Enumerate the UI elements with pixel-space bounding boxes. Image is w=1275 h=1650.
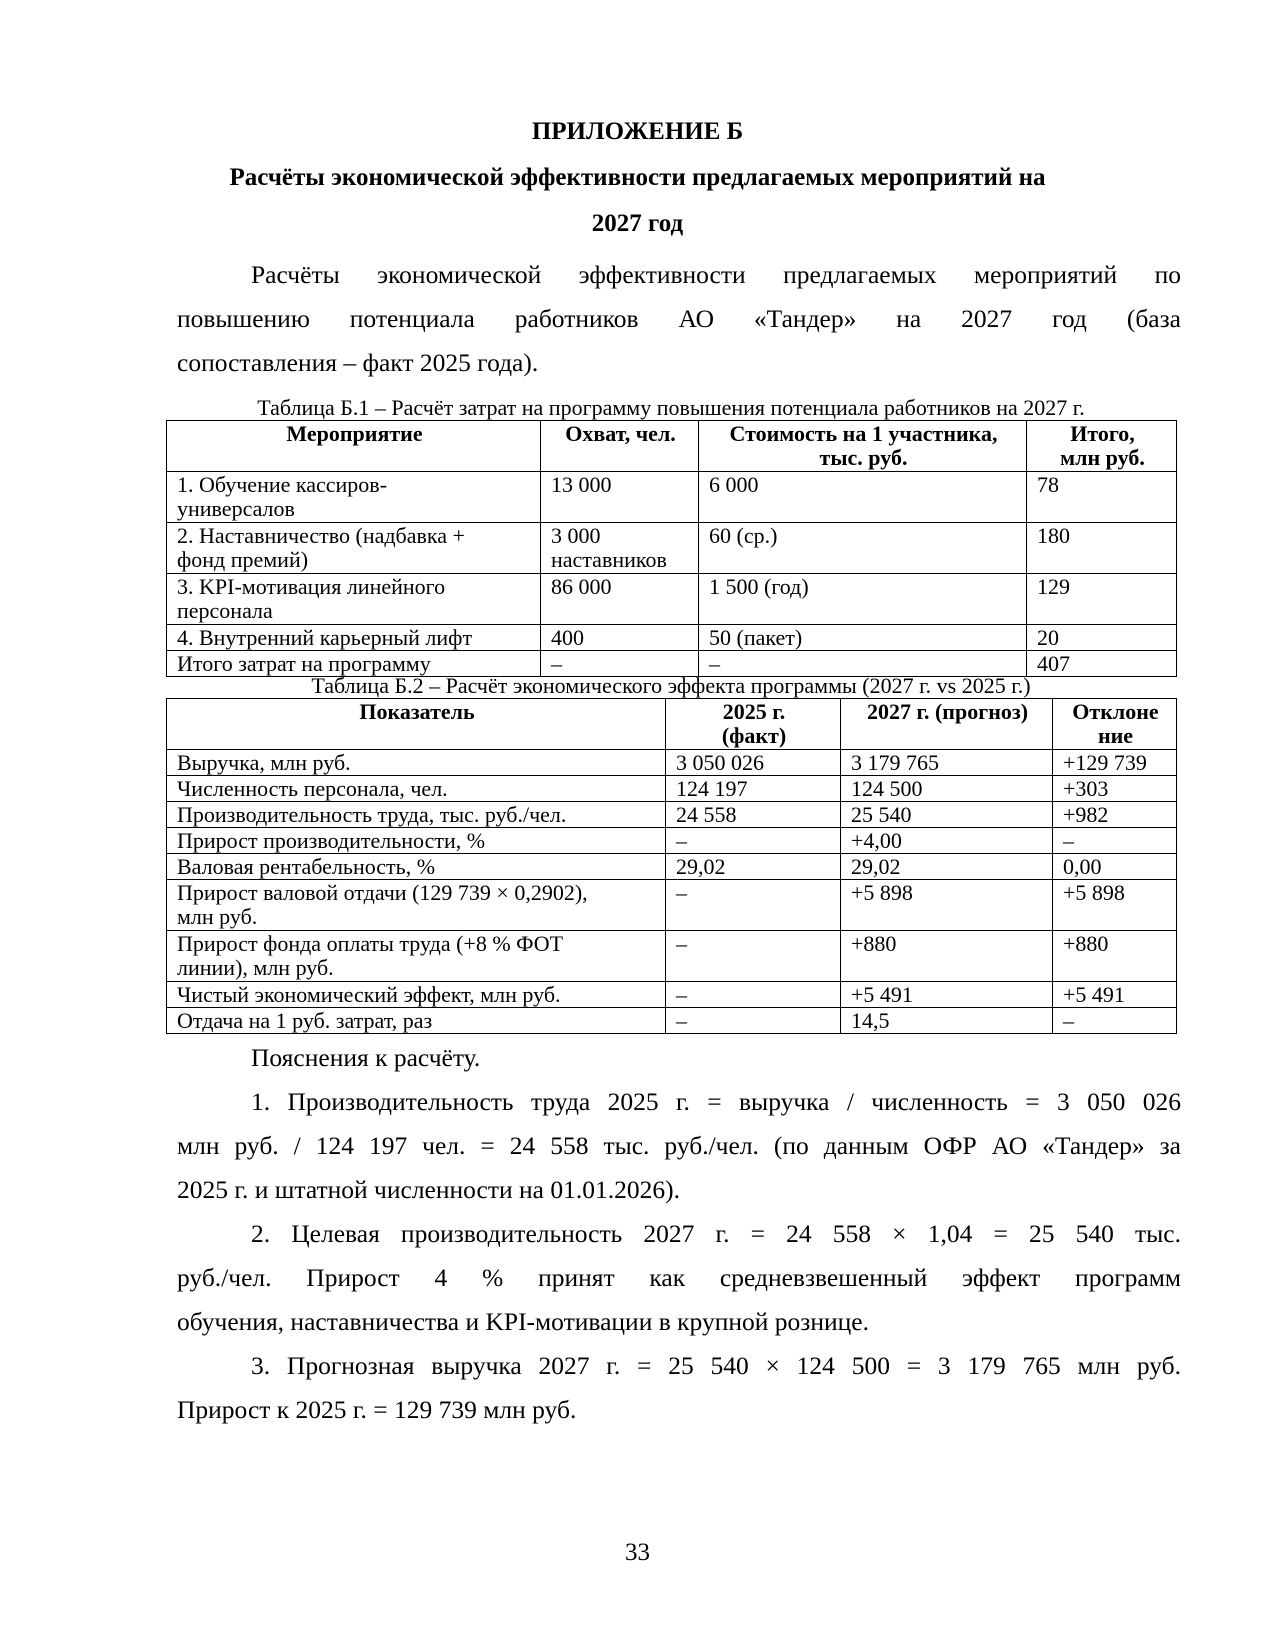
table-cell: Численность персонала, чел.: [167, 776, 666, 802]
note-line: млн руб. / 124 197 чел. = 24 558 тыс. руб./чел. (по данным ОФР АО «Тандер» за: [177, 1131, 1181, 1160]
table-cell: 1 500 (год): [699, 574, 1027, 625]
notes-section: [177, 1036, 1181, 1432]
column-header: 2025 г. (факт): [666, 699, 841, 750]
table-cell: 20: [1027, 625, 1177, 651]
column-header: Отклоне ние: [1053, 699, 1177, 750]
table-cell: Прирост производительности, %: [167, 828, 666, 854]
table-cell: –: [666, 982, 841, 1008]
table-cell: –: [1053, 828, 1177, 854]
table-cell: 29,02: [841, 854, 1053, 880]
intro-line: сопоставления – факт 2025 года).: [177, 348, 539, 377]
table-cell: 50 (пакет): [699, 625, 1027, 651]
column-header: 2027 г. (прогноз): [841, 699, 1053, 750]
note-line: 2. Целевая производительность 2027 г. = 24 558 × 1,04 = 25 540 тыс.: [251, 1219, 1181, 1248]
table-row: [167, 750, 1177, 776]
table-cell: 29,02: [666, 854, 841, 880]
intro-line: повышению потенциала работников АО «Тандер» на 2027 год (база: [177, 304, 1181, 333]
table-row: [167, 880, 1177, 931]
table-cell: +5 491: [841, 982, 1053, 1008]
table-cell: +5 491: [1053, 982, 1177, 1008]
table-cell: 4. Внутренний карьерный лифт: [167, 625, 541, 651]
table-cell: –: [666, 931, 841, 982]
column-header: Мероприятие: [167, 421, 541, 472]
cost-table: [166, 420, 1177, 677]
table-cell: +303: [1053, 776, 1177, 802]
table-cell: Отдача на 1 руб. затрат, раз: [167, 1008, 666, 1034]
page-number: 33: [625, 1539, 650, 1566]
table-cell: Прирост фонда оплаты труда (+8 % ФОТ линии), млн руб.: [167, 931, 666, 982]
table-cell: –: [541, 651, 699, 677]
table-cell: 129: [1027, 574, 1177, 625]
table-row: [167, 802, 1177, 828]
table-cell: 86 000: [541, 574, 699, 625]
table-cell: Валовая рентабельность, %: [167, 854, 666, 880]
table-cell: 124 500: [841, 776, 1053, 802]
note-line: руб./чел. Прирост 4 % принят как средневзвешенный эффект программ: [177, 1263, 1181, 1292]
table-cell: +5 898: [841, 880, 1053, 931]
table-cell: –: [699, 651, 1027, 677]
notes-heading: Пояснения к расчёту.: [251, 1043, 481, 1072]
table-cell: 3 000 наставников: [541, 523, 699, 574]
table-cell: Итого затрат на программу: [167, 651, 541, 677]
table2-caption: Таблица Б.2 – Расчёт экономического эффекта программы (2027 г. vs 2025 г.): [311, 673, 1031, 698]
table-cell: Прирост валовой отдачи (129 739 × 0,2902), млн руб.: [167, 880, 666, 931]
table-cell: +129 739: [1053, 750, 1177, 776]
table-cell: +4,00: [841, 828, 1053, 854]
table-cell: 2. Наставничество (надбавка + фонд премий): [167, 523, 541, 574]
table-header-row: [167, 699, 1177, 750]
table-row: [167, 828, 1177, 854]
table-cell: Производительность труда, тыс. руб./чел.: [167, 802, 666, 828]
table-cell: –: [666, 1008, 841, 1034]
note-line: Прирост к 2025 г. = 129 739 млн руб.: [177, 1395, 577, 1424]
table-cell: 400: [541, 625, 699, 651]
note-line: 3. Прогнозная выручка 2027 г. = 25 540 × 124 500 = 3 179 765 млн руб.: [251, 1351, 1181, 1380]
column-header: Стоимость на 1 участника, тыс. руб.: [699, 421, 1027, 472]
table-cell: 25 540: [841, 802, 1053, 828]
column-header: Показатель: [167, 699, 666, 750]
appendix-subtitle-line1: Расчёты экономической эффективности предлагаемых мероприятий на: [229, 164, 1046, 191]
table-cell: 3 179 765: [841, 750, 1053, 776]
table-header-row: [167, 421, 1177, 472]
table-row: [167, 982, 1177, 1008]
table-cell: –: [666, 828, 841, 854]
table-cell: 3 050 026: [666, 750, 841, 776]
table-row: [167, 523, 1177, 574]
table-cell: 407: [1027, 651, 1177, 677]
table-row: [167, 931, 1177, 982]
table-cell: 13 000: [541, 472, 699, 523]
table-cell: 24 558: [666, 802, 841, 828]
table-cell: 78: [1027, 472, 1177, 523]
table-cell: 0,00: [1053, 854, 1177, 880]
table-cell: 6 000: [699, 472, 1027, 523]
appendix-subtitle-line2: 2027 год: [591, 210, 684, 237]
note-line: обучения, наставничества и KPI-мотивации в крупной рознице.: [177, 1307, 869, 1336]
table-cell: 1. Обучение кассиров- универсалов: [167, 472, 541, 523]
note-line: 2025 г. и штатной численности на 01.01.2026).: [177, 1175, 680, 1204]
intro-paragraph: [177, 253, 1181, 385]
table-row: [167, 1008, 1177, 1034]
table-cell: –: [1053, 1008, 1177, 1034]
table-cell: +5 898: [1053, 880, 1177, 931]
table-cell: Выручка, млн руб.: [167, 750, 666, 776]
table1-caption: Таблица Б.1 – Расчёт затрат на программу повышения потенциала работников на 2027 г.: [257, 395, 1085, 420]
appendix-title: ПРИЛОЖЕНИЕ Б: [531, 118, 744, 145]
table-cell: –: [666, 880, 841, 931]
column-header: Итого, млн руб.: [1027, 421, 1177, 472]
effect-table: [166, 698, 1177, 1034]
table-row: [167, 625, 1177, 651]
table-row: [167, 854, 1177, 880]
table-cell: 14,5: [841, 1008, 1053, 1034]
table-row: [167, 472, 1177, 523]
table-cell: Чистый экономический эффект, млн руб.: [167, 982, 666, 1008]
table-row: [167, 776, 1177, 802]
column-header: Охват, чел.: [541, 421, 699, 472]
table-cell: 60 (ср.): [699, 523, 1027, 574]
table-cell: 180: [1027, 523, 1177, 574]
table-cell: +982: [1053, 802, 1177, 828]
table-cell: 124 197: [666, 776, 841, 802]
table-cell: 3. KPI-мотивация линейного персонала: [167, 574, 541, 625]
table-cell: +880: [1053, 931, 1177, 982]
intro-line: Расчёты экономической эффективности предлагаемых мероприятий по: [251, 260, 1181, 289]
note-line: 1. Производительность труда 2025 г. = выручка / численность = 3 050 026: [251, 1087, 1181, 1116]
table-cell: +880: [841, 931, 1053, 982]
table-row: [167, 574, 1177, 625]
